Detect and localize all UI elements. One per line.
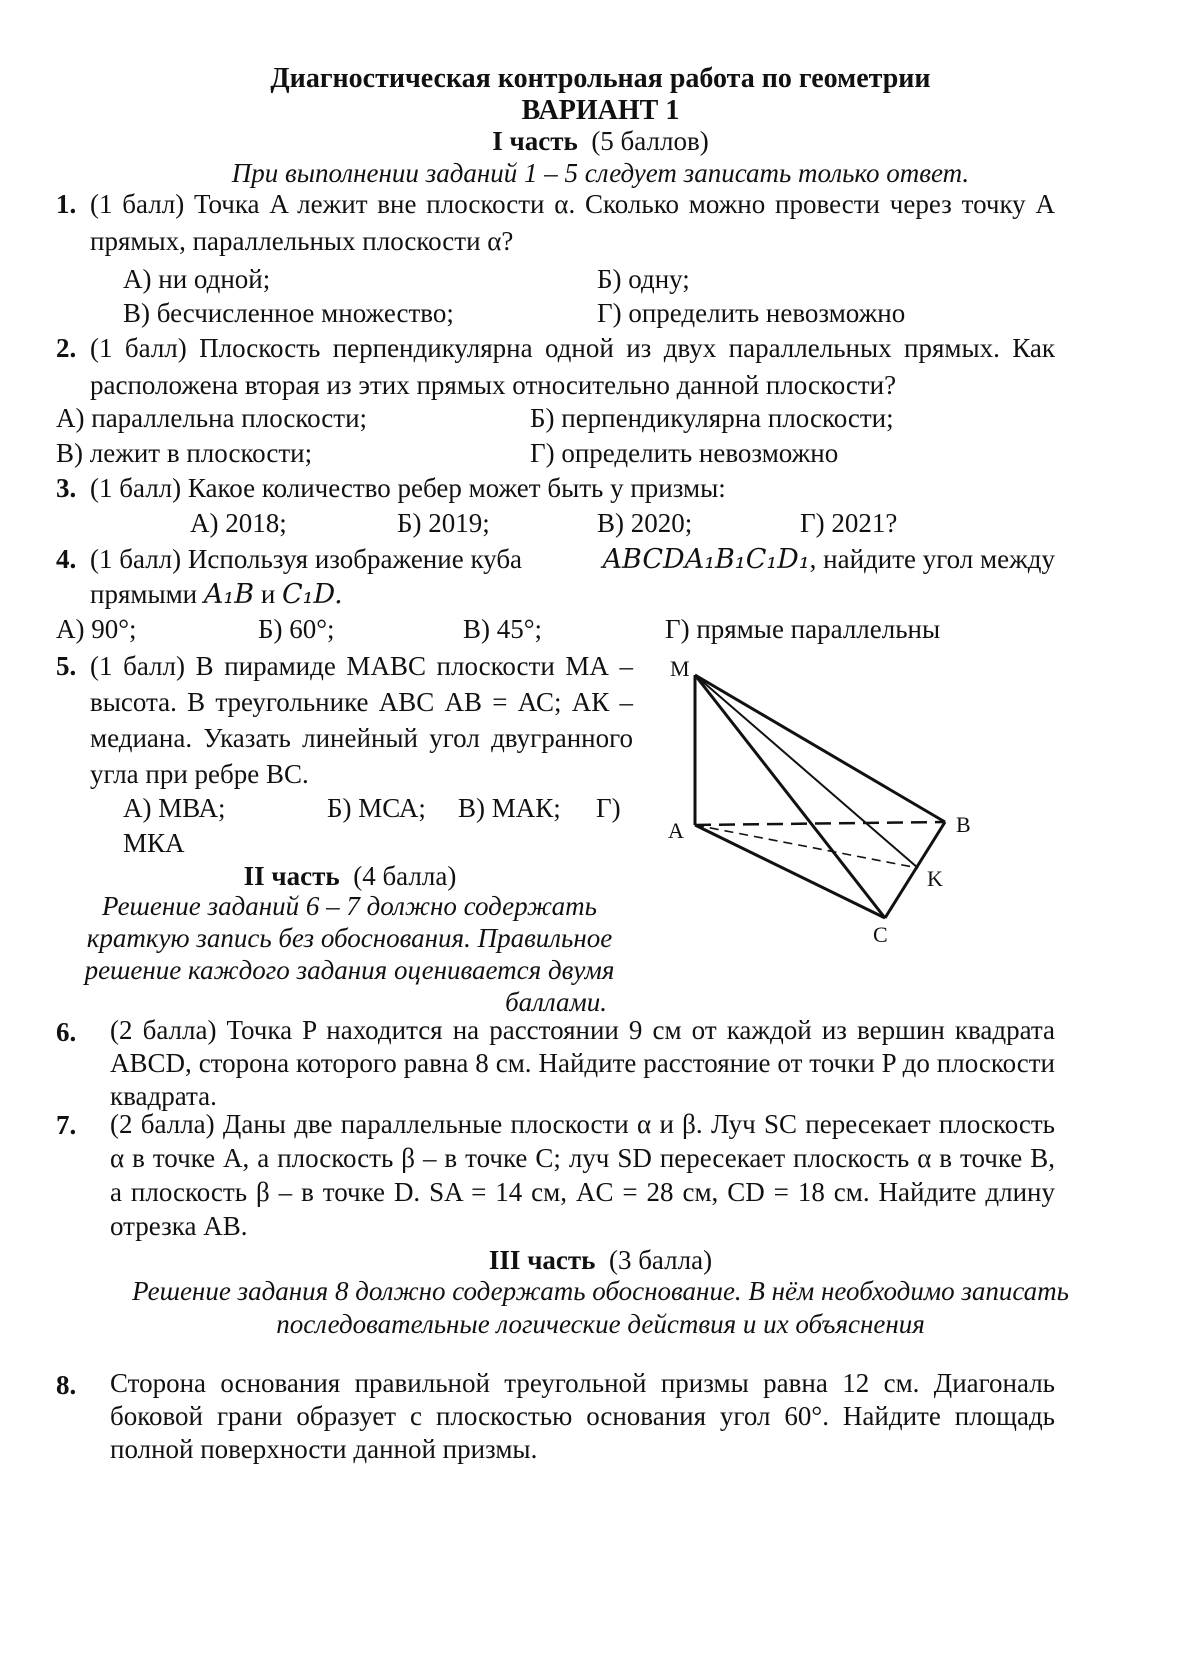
q4-tail: , найдите угол между	[809, 544, 1055, 574]
part1-instruction: При выполнении заданий 1 – 5 следует записать только ответ.	[231, 158, 970, 188]
q4-option-b: Б) 60°;	[258, 614, 335, 644]
q7-line3: а плоскость β – в точке D. SA = 14 см, AC = 28 см, CD = 18 см. Найдите длину	[110, 1177, 1055, 1207]
q5-number: 5.	[56, 651, 77, 681]
part3-title: III часть	[488, 1245, 596, 1275]
q5-option-d-value: МКА	[123, 828, 185, 858]
vertex-label-c: C	[873, 922, 888, 947]
edge-ab-hidden	[695, 822, 945, 825]
q7-line1: (2 балла) Даны две параллельные плоскости α и β. Луч SC пересекает плоскость	[110, 1109, 1055, 1139]
part2-points: (4 балла)	[353, 861, 457, 891]
pyramid-figure	[660, 650, 990, 950]
q3-option-a: А) 2018;	[190, 508, 287, 538]
q4-line-a: A₁B	[203, 579, 255, 610]
vertex-label-m: M	[670, 656, 690, 681]
part3-heading	[0, 1242, 1201, 1279]
edge-ac	[695, 825, 885, 918]
q4-cube: ABCDA₁B₁C₁D₁	[602, 544, 810, 575]
part2-instruction: Решение заданий 6 – 7 должно содержать краткую запись без обоснования. Правильное решение каждого задания оценивается двумя баллами.	[84, 891, 615, 1017]
q7-line2: α в точке A, а плоскость β – в точке C; луч SD пересекает плоскость α в точке B,	[110, 1143, 1055, 1173]
q4-option-a: А) 90°;	[56, 614, 137, 644]
part1-points: (5 баллов)	[591, 126, 709, 156]
edge-mb	[695, 675, 945, 822]
q3-option-c: В) 2020;	[597, 508, 693, 538]
q7-text	[110, 1107, 1055, 1243]
q4-line1	[90, 541, 1055, 578]
part2-title: II часть	[243, 861, 340, 891]
q5-text: (1 балл) В пирамиде МАВС плоскости МА – высота. В треугольнике АВС АВ = АС; АК – медиана. Указать линейный угол двугранного угла при ребре ВС.	[90, 651, 633, 789]
q6-number: 6.	[56, 1017, 77, 1047]
q4-option-c: В) 45°;	[463, 614, 543, 644]
q3-number: 3.	[56, 473, 77, 503]
median-ak-hidden	[695, 825, 918, 868]
part3-points: (3 балла)	[608, 1245, 713, 1275]
edge-mc	[695, 675, 885, 918]
q4-line2-lead: прямыми	[90, 579, 198, 609]
edge-mk	[695, 675, 918, 868]
q1-option-d: Г) определить невозможно	[597, 298, 906, 328]
q3-text: (1 балл) Какое количество ребер может быть у призмы:	[90, 473, 726, 503]
q8-number: 8.	[56, 1370, 77, 1400]
q4-and: и	[260, 579, 276, 609]
q1-text: (1 балл) Точка A лежит вне плоскости α. Сколько можно провести через точку A прямых, параллельных плоскости α?	[90, 189, 1055, 256]
q2-text: (1 балл) Плоскость перпендикулярна одной из двух параллельных прямых. Как расположена вторая из этих прямых относительно данной плоскости?	[90, 333, 1055, 400]
variant-label: ВАРИАНТ 1	[521, 95, 680, 126]
q1-option-c: В) бесчисленное множество;	[123, 298, 454, 328]
q4-option-d: Г) прямые параллельны	[665, 614, 941, 644]
q3-option-b: Б) 2019;	[397, 508, 490, 538]
q1-option-b: Б) одну;	[597, 264, 690, 294]
q1-number: 1.	[56, 189, 77, 219]
q5-option-b: Б) МСА;	[327, 793, 426, 823]
q1-option-a: А) ни одной;	[123, 264, 271, 294]
part3-instruction: Решение задания 8 должно содержать обоснование. В нём необходимо записать последовательные логические действия и их объяснения	[132, 1276, 1069, 1339]
q5-option-a: А) МВА;	[123, 793, 226, 823]
document-title: Диагностическая контрольная работа по геометрии	[270, 63, 931, 94]
q2-option-d: Г) определить невозможно	[530, 438, 839, 468]
q2-number: 2.	[56, 333, 77, 363]
part1-title: I часть	[492, 126, 578, 156]
vertex-label-a: A	[668, 818, 684, 843]
q2-option-b: Б) перпендикулярна плоскости;	[530, 403, 894, 433]
q8-text: Сторона основания правильной треугольной призмы равна 12 см. Диагональ боковой грани образует с плоскостью основания угол 60°. Найдите площадь полной поверхности данной призмы.	[110, 1368, 1055, 1464]
q4-line-b: C₁D.	[282, 579, 343, 610]
q4-line2	[90, 576, 343, 613]
q4-number: 4.	[56, 544, 77, 574]
q5-option-c: В) МАК;	[458, 793, 561, 823]
q5-option-d: Г)	[596, 793, 621, 823]
vertex-label-b: B	[956, 812, 971, 837]
q7-line4: отрезка AB.	[110, 1211, 248, 1241]
q3-option-d: Г) 2021?	[800, 508, 898, 538]
q6-text: (2 балла) Точка P находится на расстоянии 9 см от каждой из вершин квадрата ABCD, сторона которого равна 8 см. Найдите расстояние от точки P до плоскости квадрата.	[110, 1015, 1055, 1111]
q2-option-c: В) лежит в плоскости;	[56, 438, 313, 468]
q7-number: 7.	[56, 1110, 77, 1140]
q4-lead: (1 балл) Используя изображение куба	[90, 544, 523, 574]
vertex-label-k: K	[927, 866, 943, 891]
q2-option-a: А) параллельна плоскости;	[56, 403, 368, 433]
